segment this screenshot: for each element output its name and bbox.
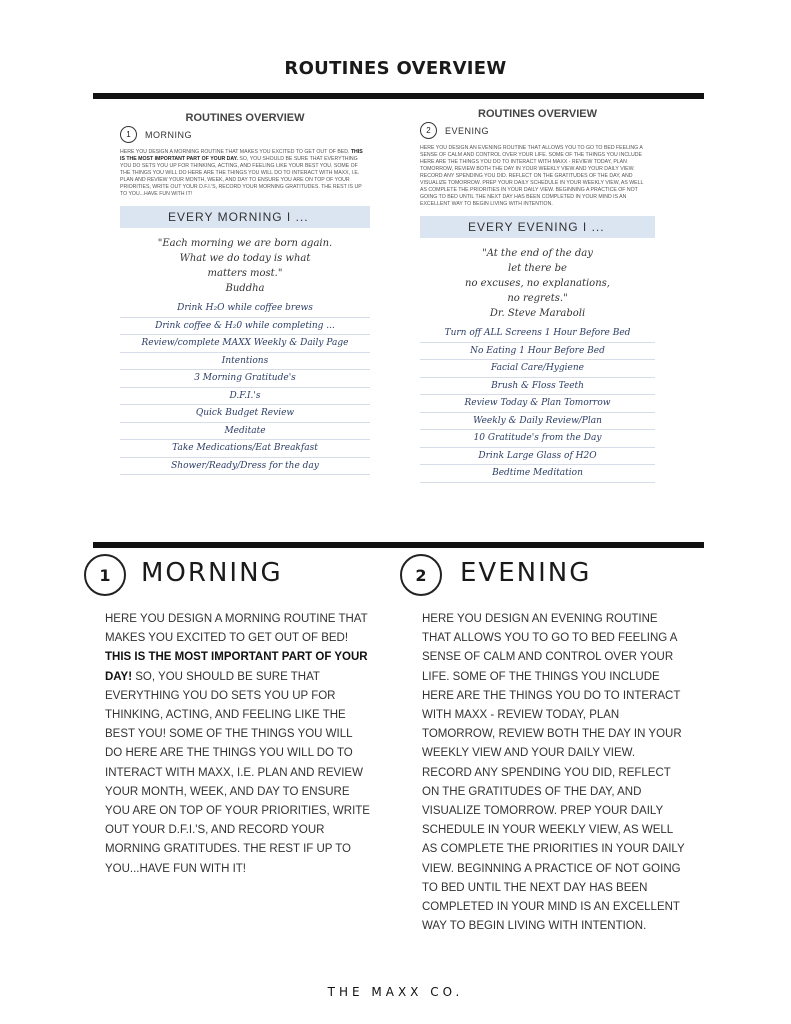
evening-preview-quote: [420, 246, 655, 321]
list-item: 10 Gratitude's from the Day: [420, 430, 655, 448]
morning-preview-band: EVERY MORNING I ...: [120, 206, 370, 228]
list-item: Take Medications/Eat Breakfast: [120, 440, 370, 458]
morning-number-badge: 1: [84, 554, 126, 596]
list-item: 3 Morning Gratitude's: [120, 370, 370, 388]
quote-line: no regrets.": [507, 293, 568, 304]
list-item: Turn off ALL Screens 1 Hour Before Bed: [420, 325, 655, 343]
morning-preview-body-pre: HERE YOU DESIGN A MORNING ROUTINE THAT MAKES YOU EXCITED TO GET OUT OF BED.: [120, 149, 351, 155]
evening-preview-heading: ROUTINES OVERVIEW: [478, 108, 597, 120]
evening-number-badge: 2: [400, 554, 442, 596]
top-divider: [93, 93, 704, 99]
morning-body-pre: HERE YOU DESIGN A MORNING ROUTINE THAT MAKES YOU EXCITED TO GET OUT OF BED!: [105, 613, 368, 645]
list-item: Bedtime Meditation: [420, 465, 655, 483]
list-item: Intentions: [120, 353, 370, 371]
quote-line: matters most.": [207, 268, 283, 279]
quote-line: "Each morning we are born again.: [157, 238, 333, 249]
morning-body-post: SO, YOU SHOULD BE SURE THAT EVERYTHING YOU DO SETS YOU UP FOR THINKING, ACTING, AND FEELING LIKE THE BEST YOU! SOME OF THE THINGS YOU WILL DO HERE ARE THE THINGS YOU WILL DO TO INTERACT WITH MAXX, I.E. PLAN AND REVIEW YOUR MONTH, WEEK, AND DAY TO ENSURE YOU ARE ON TOP OF YOUR PRIORITIES, WRITE OUT YOUR D.F.I.'S, AND RECORD YOUR MORNING GRATITUDES. THE REST IF UP TO YOU...HAVE FUN WITH IT!: [105, 670, 370, 875]
list-item: Weekly & Daily Review/Plan: [420, 413, 655, 431]
morning-preview-subheader: [120, 126, 370, 143]
quote-line: let there be: [508, 263, 567, 274]
morning-preview-label: MORNING: [145, 129, 192, 140]
quote-line: What we do today is what: [179, 253, 311, 264]
morning-preview-number: 1: [120, 126, 137, 143]
evening-preview-number: 2: [420, 122, 437, 139]
morning-preview-body-post: SO, YOU SHOULD BE SURE THAT EVERYTHING YOU DO SETS YOU UP FOR THINKING, ACTING, AND FEELING LIKE YOUR BEST YOU. SOME OF THE THINGS YOU WILL DO HERE ARE THE THINGS YOU WILL DO TO INTERACT WITH MAXX, I.E. PLAN AND REVIEW YOUR MONTH, WEEK, AND DAY TO ENSURE YOU ARE ON TOP OF YOUR PRIORITIES, WRITE OUT YOUR D.F.I.'S, RECORD YOUR MORNING GRATITUDES. THE REST IS UP TO YOU...HAVE FUN WITH IT!: [120, 156, 362, 197]
morning-preview-description: [120, 149, 370, 198]
morning-preview-panel: [120, 112, 370, 522]
quote-line: "At the end of the day: [482, 248, 593, 259]
list-item: D.F.I.'s: [120, 388, 370, 406]
evening-preview-band: EVERY EVENING I ...: [420, 216, 655, 238]
list-item: Drink coffee & H₂0 while completing ...: [120, 318, 370, 336]
page-title: ROUTINES OVERVIEW: [284, 58, 507, 79]
evening-preview-description: HERE YOU DESIGN AN EVENING ROUTINE THAT ALLOWS YOU TO GO TO BED FEELING A SENSE OF CALM AND CONTROL OVER YOUR LIFE. SOME OF THE THINGS YOU INCLUDE HERE ARE THE THINGS YOU DO TO INTERACT WITH MAXX - REVIEW TODAY, PLAN TOMORROW, REVIEW BOTH THE DAY IN YOUR WEEKLY VIEW AND YOUR DAILY VIEW. RECORD ANY SPENDING YOU DID. REFLECT ON THE GRATITUDES OF THE DAY, AND VISUALIZE TOMORROW. PREP YOUR DAILY SCHEDULE IN YOUR WEEKLY VIEW, AS WELL AS COMPLETE THE PRIORITIES IN YOUR DAILY VIEW. BEGINNING A PRACTICE OF NOT GOING TO BED UNTIL THE NEXT DAY HAS BEEN COMPLETED IN YOUR MIND IS AN EXCELLENT WAY TO BEGIN LIVING WITH INTENTION.: [420, 145, 644, 207]
morning-preview-heading: ROUTINES OVERVIEW: [185, 112, 305, 124]
evening-section-description: HERE YOU DESIGN AN EVENING ROUTINE THAT ALLOWS YOU TO GO TO BED FEELING A SENSE OF CALM AND CONTROL OVER YOUR LIFE. SOME OF THE THINGS YOU INCLUDE HERE ARE THE THINGS YOU DO TO INTERACT WITH MAXX - REVIEW TODAY, PLAN TOMORROW, REVIEW BOTH THE DAY IN YOUR WEEKLY VIEW AND YOUR DAILY VIEW. RECORD ANY SPENDING YOU DID, REFLECT ON THE GRATITUDES OF THE DAY, AND VISUALIZE TOMORROW. PREP YOUR DAILY SCHEDULE IN YOUR WEEKLY VIEW, AS WELL AS COMPLETE THE PRIORITIES IN YOUR DAILY VIEW. BEGINNING A PRACTICE OF NOT GOING TO BED UNTIL THE NEXT DAY HAS BEEN COMPLETED IN YOUR MIND IS AN EXCELLENT WAY TO BEGIN LIVING WITH INTENTION.: [422, 613, 685, 933]
list-item: Drink H₂O while coffee brews: [120, 300, 370, 318]
morning-routine-list: [120, 300, 370, 475]
morning-section-title: MORNING: [141, 558, 283, 588]
list-item: No Eating 1 Hour Before Bed: [420, 343, 655, 361]
list-item: Drink Large Glass of H2O: [420, 448, 655, 466]
morning-section-description: [105, 610, 370, 879]
morning-preview-quote: [120, 236, 370, 296]
evening-preview-subheader: [420, 122, 655, 139]
evening-section-title: EVENING: [460, 558, 592, 588]
evening-preview-label: EVENING: [445, 125, 490, 136]
evening-routine-list: [420, 325, 655, 483]
list-item: Meditate: [120, 423, 370, 441]
list-item: Facial Care/Hygiene: [420, 360, 655, 378]
list-item: Review/complete MAXX Weekly & Daily Page: [120, 335, 370, 353]
list-item: Brush & Floss Teeth: [420, 378, 655, 396]
quote-author: Buddha: [225, 283, 265, 294]
morning-body-bold: THIS IS THE MOST IMPORTANT PART OF YOUR DAY!: [105, 651, 368, 683]
list-item: Review Today & Plan Tomorrow: [420, 395, 655, 413]
evening-preview-panel: [420, 108, 655, 523]
list-item: Shower/Ready/Dress for the day: [120, 458, 370, 476]
quote-author: Dr. Steve Maraboli: [489, 308, 586, 319]
quote-line: no excuses, no explanations,: [465, 278, 610, 289]
footer-brand: THE MAXX CO.: [327, 985, 464, 999]
list-item: Quick Budget Review: [120, 405, 370, 423]
morning-preview-body-bold: THIS IS THE MOST IMPORTANT PART OF YOUR DAY.: [120, 149, 363, 162]
middle-divider: [93, 542, 704, 548]
